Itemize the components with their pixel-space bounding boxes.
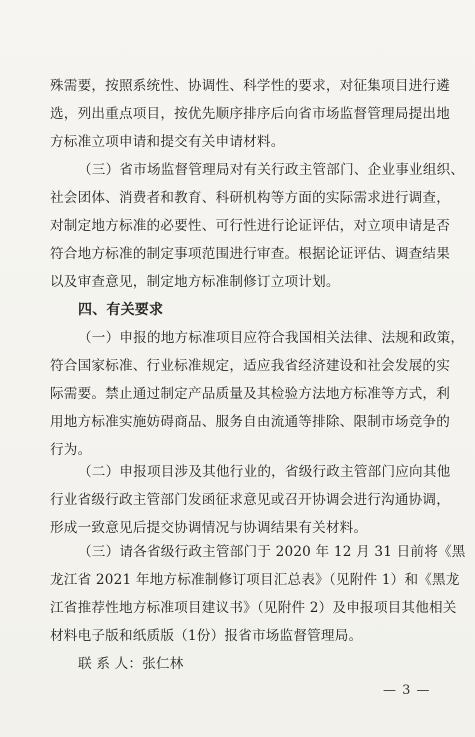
paragraph-req-2 — [50, 458, 451, 542]
text-line: 符合地方标准的制定事项范围进行审查。根据论证评估、调查结果 — [50, 246, 451, 262]
text-line: 殊需要，按照系统性、协调性、科学性的要求，对征集项目进行遴 — [50, 78, 451, 94]
section-heading-4 — [50, 296, 440, 324]
text-line: 材料电子版和纸质版（1份）报省市场监督管理局。 — [50, 628, 363, 644]
text-line: （三）省市场监督管理局对有关行政主管部门、企业事业组织、 — [78, 162, 465, 178]
paragraph-req-3 — [50, 538, 466, 678]
text-line: 以及审查意见，制定地方标准制修订立项计划。 — [50, 274, 340, 290]
text-line: 社会团体、消费者和教育、科研机构等方面的实际需求进行调查， — [50, 190, 451, 206]
text-line: 行业省级行政主管部门发函征求意见或召开协调会进行沟通协调， — [50, 492, 451, 508]
contact-line: 联 系 人：张仁林 — [78, 656, 184, 672]
text-line: 方标准立项申请和提交有关申请材料。 — [50, 134, 285, 150]
text-line: 符合国家标准、行业标准规定，适应我省经济建设和社会发展的实 — [50, 358, 451, 374]
text-line: 龙江省 2021 年地方标准制修订项目汇总表》（见附件 1）和《黑龙 — [50, 572, 460, 588]
text-line: （二）申报项目涉及其他行业的，省级行政主管部门应向其他 — [78, 464, 451, 480]
paragraph-section-3 — [50, 156, 465, 296]
text-line: （三）请各省级行政主管部门于 2020 年 12 月 31 日前将《黑 — [78, 544, 466, 560]
text-line: 江省推荐性地方标准项目建议书》（见附件 2）及申报项目其他相关 — [50, 600, 457, 616]
paragraph-req-1 — [50, 324, 465, 464]
text-line: （一）申报的地方标准项目应符合我国相关法律、法规和政策， — [78, 330, 465, 346]
text-line: 对制定地方标准的必要性、可行性进行论证评估，对立项申请是否 — [50, 218, 451, 234]
text-line: 际需要。禁止通过制定产品质量及其检验方法地方标准等方式，利 — [50, 386, 451, 402]
page-number: — 3 — — [383, 683, 431, 698]
text-line: 选，列出重点项目，按优先顺序排序后向省市场监督管理局提出地 — [50, 106, 451, 122]
text-line: 行为。 — [50, 442, 92, 458]
text-line: 形成一致意见后提交协调情况与协调结果有关材料。 — [50, 520, 368, 536]
text-line: 用地方标准实施妨碍商品、服务自由流通等排除、限制市场竞争的 — [50, 414, 451, 430]
section-heading: 四、有关要求 — [78, 302, 164, 318]
paragraph-1-continued — [50, 72, 451, 156]
